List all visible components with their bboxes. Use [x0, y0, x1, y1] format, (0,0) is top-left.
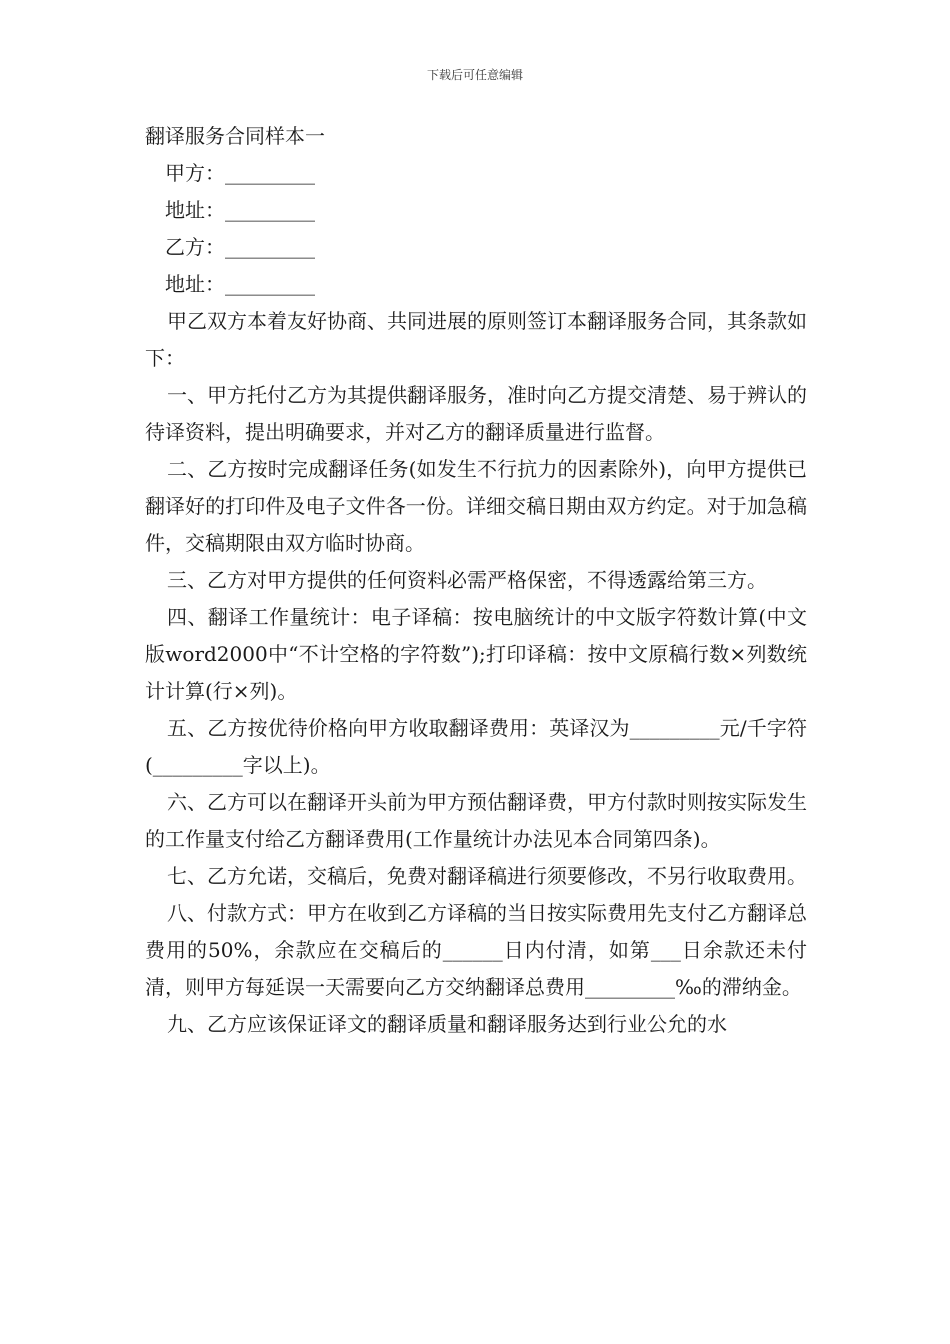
clause-5: 五、乙方按优待价格向甲方收取翻译费用：英译汉为_________元/千字符(_________字以上)。 [145, 716, 807, 777]
clause-8: 八、付款方式：甲方在收到乙方译稿的当日按实际费用先支付乙方翻译总费用的50%，余款应在交稿后的______日内付清，如第___日余款还未付清，则甲方每延误一天需要向乙方交纳翻译总费用_________‰的滞纳金。 [145, 901, 807, 999]
page-header-note: 下载后可任意编辑 [426, 68, 523, 82]
document-title: 翻译服务合同样本一 [145, 124, 325, 148]
party-b-address-field: 地址：_________ [165, 272, 315, 296]
intro-paragraph: 甲乙双方本着友好协商、共同进展的原则签订本翻译服务合同，其条款如下： [145, 309, 807, 370]
clause-9: 九、乙方应该保证译文的翻译质量和翻译服务达到行业公允的水 [167, 1012, 727, 1036]
clause-1: 一、甲方托付乙方为其提供翻译服务，准时向乙方提交清楚、易于辨认的待译资料，提出明确要求，并对乙方的翻译质量进行监督。 [145, 383, 807, 444]
party-a-field: 甲方：_________ [165, 161, 315, 185]
clause-6: 六、乙方可以在翻译开头前为甲方预估翻译费，甲方付款时则按实际发生的工作量支付给乙方翻译费用(工作量统计办法见本合同第四条)。 [145, 790, 807, 851]
clause-2: 二、乙方按时完成翻译任务(如发生不行抗力的因素除外)，向甲方提供已翻译好的打印件及电子文件各一份。详细交稿日期由双方约定。对于加急稿件，交稿期限由双方临时协商。 [145, 457, 807, 555]
party-a-address-field: 地址：_________ [165, 198, 315, 222]
clause-3: 三、乙方对甲方提供的任何资料必需严格保密，不得透露给第三方。 [167, 568, 767, 592]
party-b-field: 乙方：_________ [165, 235, 315, 259]
clause-7: 七、乙方允诺，交稿后，免费对翻译稿进行须要修改，不另行收取费用。 [167, 864, 807, 888]
contract-body [145, 118, 807, 1043]
clause-4: 四、翻译工作量统计：电子译稿：按电脑统计的中文版字符数计算(中文版word2000中“不计空格的字符数”);打印译稿：按中文原稿行数×列数统计计算(行×列)。 [145, 605, 807, 703]
